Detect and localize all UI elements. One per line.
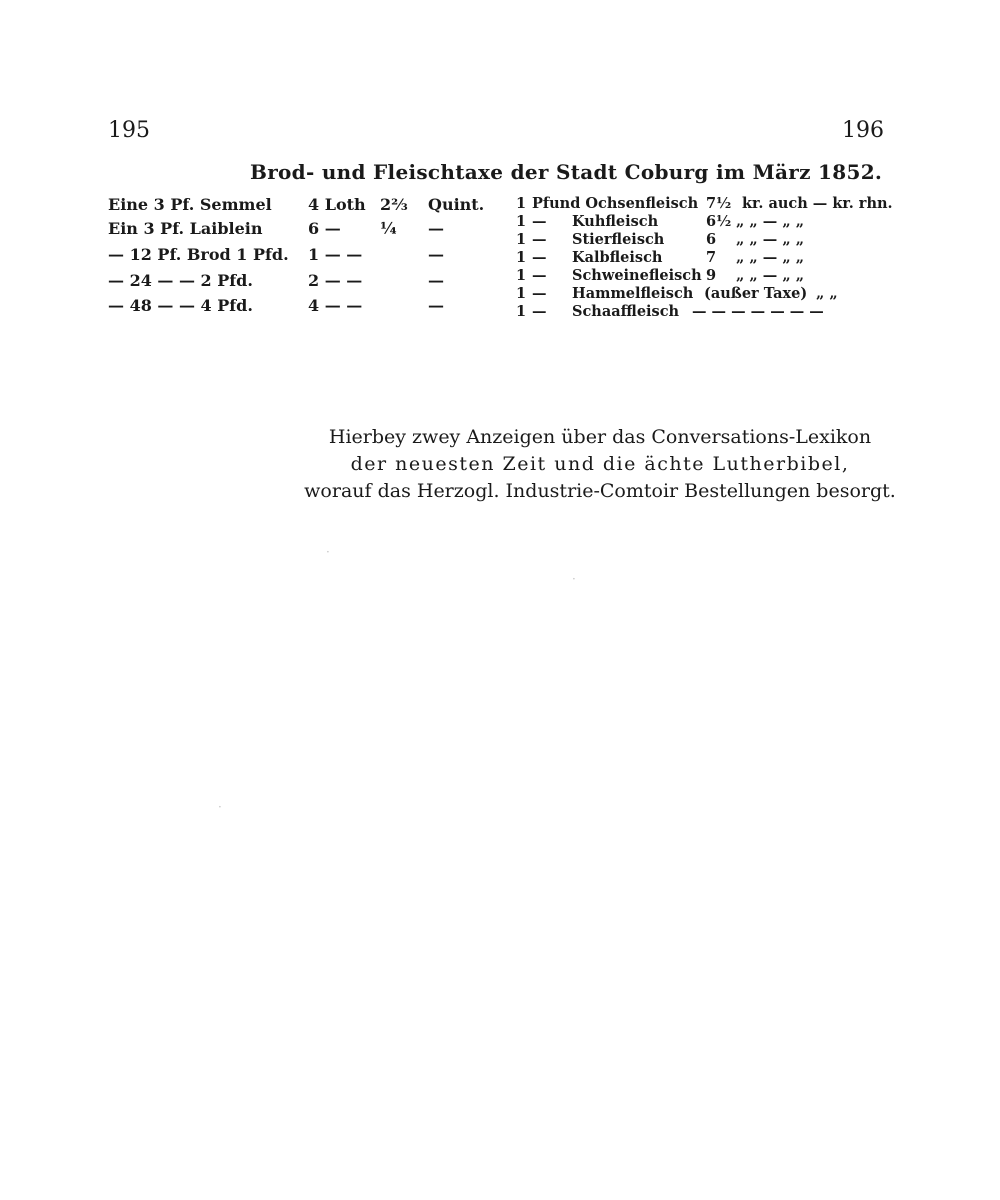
bread-unit: — [428, 245, 444, 264]
meat-price: — — — — — — — [692, 303, 824, 320]
meat-item: Hammelfleisch [572, 285, 694, 302]
meat-qty: 1 [516, 195, 527, 212]
bread-unit: — [428, 296, 444, 315]
meat-qty: 1 [516, 267, 527, 284]
meat-qty: 1 [516, 231, 527, 248]
meat-price: 6½ [706, 213, 732, 230]
meat-item: Pfund Ochsenfleisch [532, 195, 699, 212]
meat-item: Kalbfleisch [572, 249, 663, 266]
meat-rest: „ „ — „ „ [736, 213, 805, 230]
notice-line-2: der neuesten Zeit und die ächte Lutherbibel, [350, 453, 850, 475]
bread-item: — 24 — — 2 Pfd. [108, 271, 253, 290]
meat-dash: — [532, 231, 547, 248]
notice-line-1: Hierbey zwey Anzeigen über das Conversations-Lexikon [328, 426, 872, 448]
meat-qty: 1 [516, 285, 527, 302]
scan-speck: · [326, 545, 330, 559]
meat-price: 6 [706, 231, 717, 248]
scan-speck: · [218, 800, 222, 814]
bread-unit: — [428, 271, 444, 290]
meat-item: Stierfleisch [572, 231, 665, 248]
meat-price: 7 [706, 249, 717, 266]
meat-price: 9 [706, 267, 717, 284]
meat-dash: — [532, 285, 547, 302]
meat-rest: „ „ [816, 285, 838, 302]
meat-item: Kuhfleisch [572, 213, 659, 230]
bread-quint: 2⅔ [380, 195, 408, 214]
bread-weight: 6 — [308, 219, 341, 238]
bread-item: — 48 — — 4 Pfd. [108, 296, 253, 315]
bread-weight: 4 Loth [308, 195, 366, 214]
meat-price: 7½ [706, 195, 732, 212]
meat-rest: „ „ — „ „ [736, 249, 805, 266]
bread-quint: ¼ [380, 219, 397, 238]
scan-speck: · [572, 572, 576, 586]
notice-line-3: worauf das Herzogl. Industrie-Comtoir Bestellungen besorgt. [304, 480, 896, 502]
page-number-left: 195 [108, 118, 150, 143]
meat-rest: „ „ — „ „ [736, 267, 805, 284]
meat-qty: 1 [516, 213, 527, 230]
meat-dash: — [532, 249, 547, 266]
page-number-right: 196 [842, 118, 884, 143]
meat-item: Schaaffleisch [572, 303, 680, 320]
bread-weight: 4 — — [308, 296, 363, 315]
meat-rest: kr. auch — kr. rhn. [742, 195, 893, 212]
meat-price: (außer Taxe) [704, 285, 808, 302]
price-table-heading: Brod- und Fleischtaxe der Stadt Coburg im März 1852. [250, 160, 883, 184]
bread-weight: 2 — — [308, 271, 363, 290]
meat-dash: — [532, 267, 547, 284]
bread-item: Eine 3 Pf. Semmel [108, 195, 272, 214]
bread-weight: 1 — — [308, 245, 363, 264]
meat-item: Schweinefleisch [572, 267, 702, 284]
meat-qty: 1 [516, 249, 527, 266]
bread-unit: Quint. [428, 195, 485, 214]
meat-qty: 1 [516, 303, 527, 320]
meat-dash: — [532, 303, 547, 320]
bread-item: — 12 Pf. Brod 1 Pfd. [108, 245, 289, 264]
notice-paragraph [300, 424, 900, 505]
meat-rest: „ „ — „ „ [736, 231, 805, 248]
meat-dash: — [532, 213, 547, 230]
bread-unit: — [428, 219, 444, 238]
bread-item: Ein 3 Pf. Laiblein [108, 219, 263, 238]
